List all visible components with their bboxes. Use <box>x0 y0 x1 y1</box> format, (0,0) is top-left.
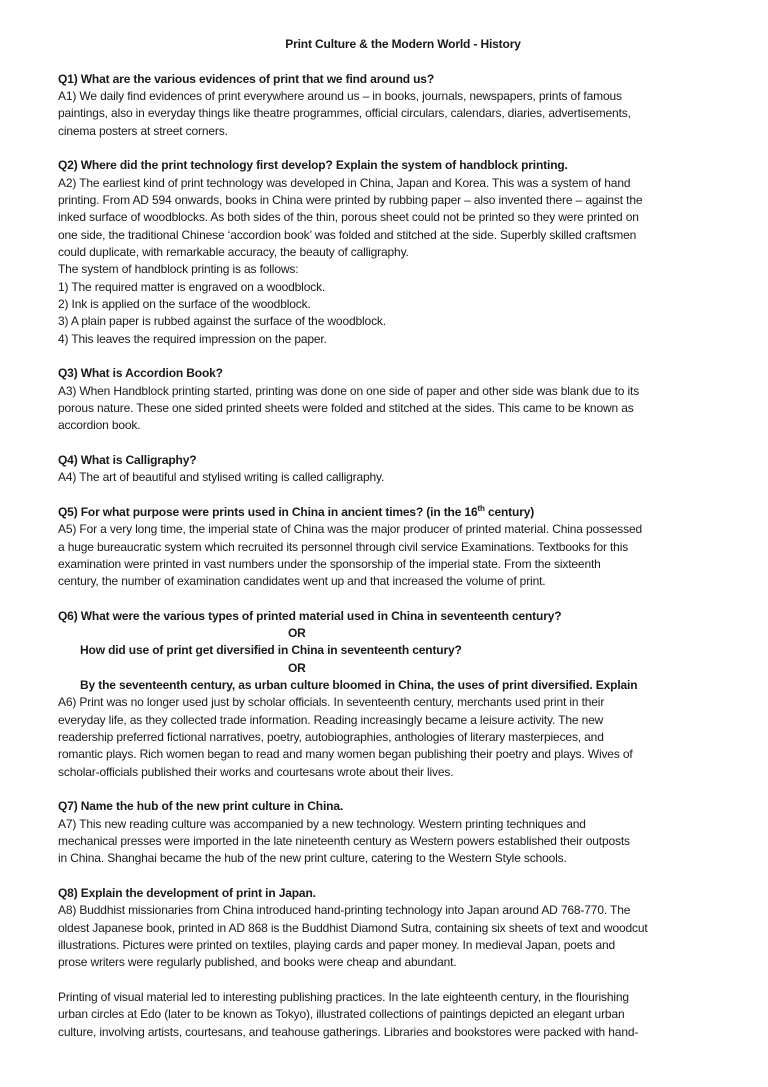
blank-line <box>58 781 738 798</box>
answer-line: oldest Japanese book, printed in AD 868 is the Buddhist Diamond Sutra, containing six sheets of text and woodcut <box>58 920 648 935</box>
blank-line <box>58 435 738 452</box>
answer-line: scholar-officials published their works and courtesans wrote about their lives. <box>58 764 454 779</box>
answer-line: A6) Print was no longer used just by scholar officials. In seventeenth century, merchants used print in their <box>58 695 605 710</box>
question-line <box>58 608 738 625</box>
answer-line: A8) Buddhist missionaries from China introduced hand-printing technology into Japan around AD 768-770. The <box>58 903 631 918</box>
answer-line: in China. Shanghai became the hub of the new print culture, catering to the Western Style schools. <box>58 851 567 866</box>
answer-line: could duplicate, with remarkable accuracy, the beauty of calligraphy. <box>58 244 409 259</box>
question-text-tail: century) <box>484 504 535 519</box>
answer-line: porous nature. These one sided printed sheets were folded and stitched at the sides. This came to be known as <box>58 400 634 415</box>
question-text: Q4) What is Calligraphy? <box>58 452 197 467</box>
answer-line: accordion book. <box>58 418 141 433</box>
blank-line <box>58 348 738 365</box>
answer-line: Printing of visual material led to interesting publishing practices. In the late eighteenth century, in the flourishing <box>58 990 629 1005</box>
question-line <box>58 157 738 174</box>
blank-line <box>58 140 738 157</box>
answer-line: inked surface of woodblocks. As both sides of the thin, porous sheet could not be printed so they were printed on <box>58 210 639 225</box>
answer-line: 2) Ink is applied on the surface of the woodblock. <box>58 296 311 311</box>
question-text: Q2) Where did the print technology first develop? Explain the system of handblock printing. <box>58 158 568 173</box>
answer-line: A1) We daily find evidences of print everywhere around us – in books, journals, newspapers, prints of famous <box>58 88 622 103</box>
answer-line: The system of handblock printing is as follows: <box>58 262 299 277</box>
question-line <box>58 798 738 815</box>
document-page <box>58 36 738 1041</box>
question-text: How did use of print get diversified in China in seventeenth century? <box>80 643 462 658</box>
question-line <box>58 885 738 902</box>
question-line <box>58 677 738 694</box>
question-text: OR <box>288 626 306 641</box>
answer-line: prose writers were regularly published, and books were cheap and abundant. <box>58 955 457 970</box>
answer-line: printing. From AD 594 onwards, books in China were printed by rubbing paper – also invented there – against the <box>58 192 643 207</box>
answer-line: urban circles at Edo (later to be known as Tokyo), illustrated collections of paintings depicted an elegant urban <box>58 1007 625 1022</box>
document-title: Print Culture & the Modern World - History <box>285 37 521 51</box>
answer-line: century, the number of examination candidates went up and that increased the volume of print. <box>58 574 546 589</box>
question-line <box>58 71 738 88</box>
superscript-ordinal: th <box>477 503 485 513</box>
question-line <box>58 642 738 659</box>
answer-line: A4) The art of beautiful and stylised writing is called calligraphy. <box>58 470 385 485</box>
answer-line: readership preferred fictional narratives, poetry, autobiographies, anthologies of literary masterpieces, and <box>58 730 604 745</box>
answer-line: romantic plays. Rich women began to read and many women began publishing their poetry and plays. Wives of <box>58 747 633 762</box>
answer-line: examination were printed in vast numbers under the sponsorship of the imperial state. From the sixteenth <box>58 556 601 571</box>
question-text: Q3) What is Accordion Book? <box>58 366 223 381</box>
answer-line: cinema posters at street corners. <box>58 123 228 138</box>
answer-line: A7) This new reading culture was accompanied by a new technology. Western printing techniques and <box>58 816 586 831</box>
answer-line: everyday life, as they collected trade information. Reading increasingly became a leisure activity. The new <box>58 712 604 727</box>
answer-line: culture, involving artists, courtesans, and teahouse gatherings. Libraries and bookstores were packed with hand- <box>58 1024 639 1039</box>
question-line <box>58 365 738 382</box>
answer-line: A2) The earliest kind of print technology was developed in China, Japan and Korea. This was a system of hand <box>58 175 631 190</box>
question-text: OR <box>288 660 306 675</box>
blank-line <box>58 487 738 504</box>
blank-line <box>58 53 738 70</box>
question-line <box>58 504 738 521</box>
answer-line: paintings, also in everyday things like theatre programmes, official circulars, calendars, diaries, advertisements, <box>58 106 631 121</box>
answer-line: a huge bureaucratic system which recruited its personnel through civil service Examinations. Textbooks for this <box>58 539 629 554</box>
question-text: Q1) What are the various evidences of print that we find around us? <box>58 71 435 86</box>
answer-line: A3) When Handblock printing started, printing was done on one side of paper and other side was blank due to its <box>58 383 640 398</box>
answer-line: one side, the traditional Chinese ‘accordion book’ was folded and stitched at the side. Superbly skilled craftsmen <box>58 227 637 242</box>
blank-line <box>58 591 738 608</box>
answer-line: 3) A plain paper is rubbed against the surface of the woodblock. <box>58 314 386 329</box>
question-line <box>58 660 738 677</box>
question-text: By the seventeenth century, as urban culture bloomed in China, the uses of print diversified. Explain <box>80 678 638 693</box>
question-line <box>58 452 738 469</box>
question-text: Q7) Name the hub of the new print culture in China. <box>58 799 344 814</box>
answer-line: A5) For a very long time, the imperial state of China was the major producer of printed material. China possessed <box>58 522 642 537</box>
blank-line <box>58 972 738 989</box>
question-text: Q8) Explain the development of print in Japan. <box>58 886 316 901</box>
blank-line <box>58 868 738 885</box>
answer-line: 1) The required matter is engraved on a woodblock. <box>58 279 326 294</box>
answer-line: mechanical presses were imported in the late nineteenth century as Western powers established their outposts <box>58 834 630 849</box>
question-text: Q6) What were the various types of printed material used in China in seventeenth century? <box>58 608 562 623</box>
question-line <box>58 625 738 642</box>
answer-line: illustrations. Pictures were printed on textiles, playing cards and paper money. In medieval Japan, poets and <box>58 938 616 953</box>
question-text: Q5) For what purpose were prints used in China in ancient times? (in the 16 <box>58 504 478 519</box>
answer-line: 4) This leaves the required impression on the paper. <box>58 331 327 346</box>
